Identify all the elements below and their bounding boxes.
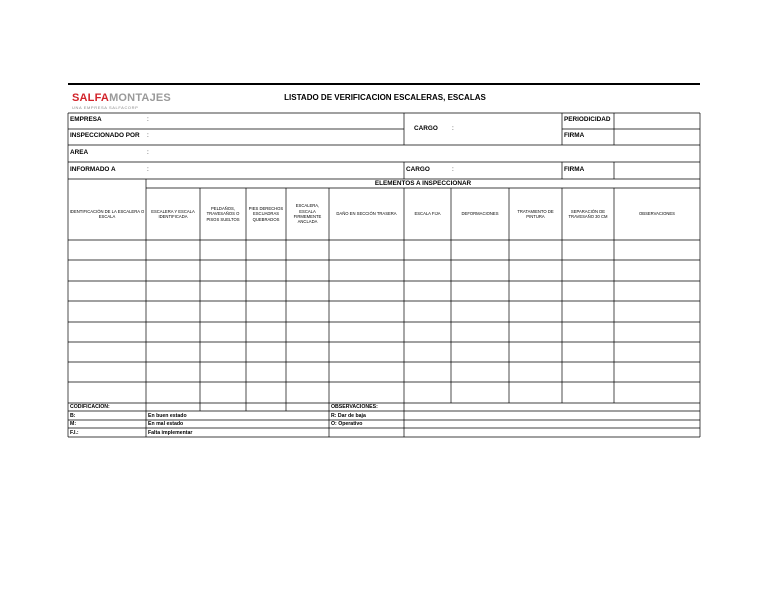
colon-cargo-1: :: [452, 125, 454, 132]
col-header-identificada: ESCALERA Y ESCALA IDENTIFICADA: [151, 208, 195, 219]
legend-m: M:: [70, 421, 77, 427]
legend-b: B:: [70, 412, 76, 419]
col-header-observaciones: OBSERVACIONES: [639, 211, 675, 217]
legend-fi-desc: Falta implementar: [148, 429, 193, 436]
col-header-pintura: TRATAMIENTO DE PINTURA: [517, 208, 554, 219]
colon-area: :: [147, 149, 149, 156]
label-firma-1: FIRMA: [564, 132, 585, 139]
col-header-pies-derechos: PIES DERECHOS ESCUADRAS QUEBRADOS: [248, 205, 284, 222]
label-inspeccionado-por: INSPECCIONADO POR: [70, 132, 140, 139]
label-area: AREA: [70, 149, 89, 156]
col-header-identificacion: IDENTIFICACIÓN DE LA ESCALERA O ESCALA: [69, 208, 145, 219]
legend-b-desc: En buen estado: [148, 412, 187, 419]
legend-o: O: Operativo: [331, 421, 363, 427]
section-title: ELEMENTOS A INSPECCIONAR: [374, 180, 472, 187]
label-firma-2: FIRMA: [564, 166, 585, 173]
logo-brand-b: MONTAJES: [109, 92, 171, 104]
legend-codificacion: CODIFICACION:: [70, 404, 110, 410]
col-header-anclada: ESCALERA, ESCALA FIRMEMENTE ANCLADA: [293, 203, 322, 225]
col-header-dano-trasera: DAÑO EN SECCIÓN TRASERA: [336, 211, 397, 217]
colon-empresa: :: [147, 116, 149, 123]
legend-r: R: Dar de baja: [331, 412, 366, 419]
legend-observaciones: OBSERVACIONES:: [331, 404, 378, 410]
logo-brand-a: SALFA: [72, 92, 110, 104]
page-title: LISTADO DE VERIFICACION ESCALERAS, ESCALAS: [284, 93, 486, 102]
legend-m-desc: En mal estado: [148, 421, 184, 427]
label-cargo-1: CARGO: [414, 125, 438, 132]
label-informado-a: INFORMADO A: [70, 166, 116, 173]
label-periodicidad: PERIODICIDAD: [564, 116, 611, 123]
col-header-peldanos: PELDAÑOS, TRAVESAÑOS O PISOS SUELTOS: [206, 205, 240, 222]
colon-cargo-2: :: [452, 166, 454, 173]
col-header-escala-fija: ESCALA FIJA: [414, 211, 441, 217]
label-empresa: EMPRESA: [70, 116, 102, 123]
col-header-deformaciones: DEFORMACIONES: [461, 211, 499, 217]
col-header-separacion: SEPARACIÓN DE TRAVESAÑO 30 CM: [568, 208, 608, 219]
legend-fi: F.I.:: [70, 429, 79, 436]
logo-tagline: UNA EMPRESA SALFACORP: [72, 105, 139, 110]
colon-inspeccionado: :: [147, 132, 149, 139]
label-cargo-2: CARGO: [406, 166, 430, 173]
colon-informado: :: [147, 166, 149, 173]
